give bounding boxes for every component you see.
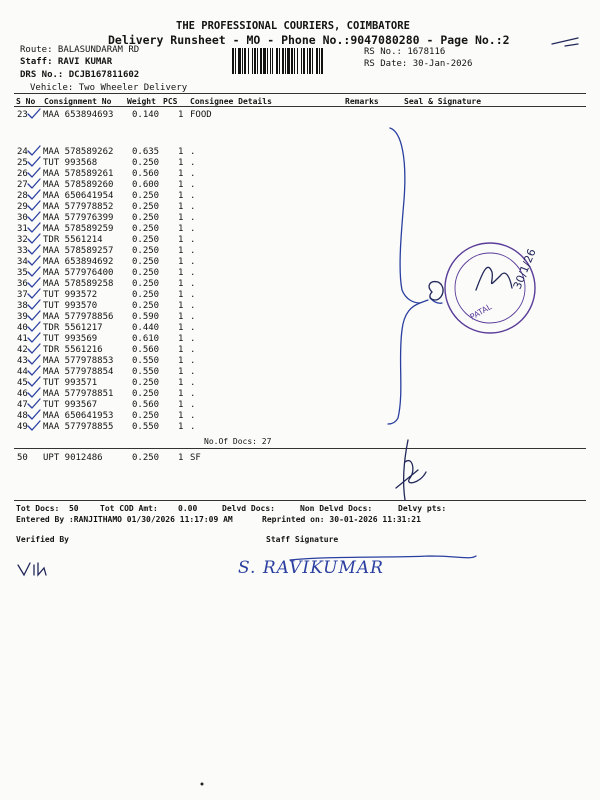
check-mark-icon	[28, 168, 40, 177]
row-weight: 0.250	[132, 279, 160, 289]
row-sno: 31	[17, 224, 28, 234]
staff-signature-label: Staff Signature	[266, 535, 339, 544]
row-pcs: 1	[178, 202, 184, 212]
row-pcs: 1	[178, 301, 184, 311]
row-details: FOOD	[190, 110, 212, 120]
row-weight: 0.250	[132, 268, 160, 278]
row-sno: 44	[17, 367, 28, 377]
row-consignment: TUT 993572	[43, 290, 98, 300]
row-consignment: MAA 577978852	[43, 202, 114, 212]
col-seal: Seal & Signature	[404, 97, 482, 106]
row-pcs: 1	[178, 389, 184, 399]
delivery-points: Delvy pts:	[398, 504, 447, 513]
row-pcs: 1	[178, 180, 184, 190]
row-sno: 48	[17, 411, 28, 421]
row-weight: 0.560	[132, 169, 160, 179]
row-sno: 45	[17, 378, 28, 388]
row-details: .	[190, 213, 196, 223]
row50-signature	[396, 440, 426, 500]
row-weight: 0.600	[132, 180, 160, 190]
row-pcs: 1	[178, 400, 184, 410]
check-mark-icon	[28, 421, 40, 430]
row-details: .	[190, 411, 196, 421]
row-weight: 0.250	[132, 389, 160, 399]
row-details: .	[190, 334, 196, 344]
row-sno: 38	[17, 301, 28, 311]
row-pcs: 1	[178, 224, 184, 234]
row-weight: 0.550	[132, 422, 160, 432]
row-sno: 33	[17, 246, 28, 256]
row-details: .	[190, 356, 196, 366]
row-details: .	[190, 279, 196, 289]
row-consignment: TUT 993567	[43, 400, 98, 410]
check-mark-icon	[28, 366, 40, 375]
row-details: .	[190, 323, 196, 333]
staff-signature: S. RAVIKUMAR	[238, 558, 384, 578]
row-details: .	[190, 147, 196, 157]
row-sno: 43	[17, 356, 28, 366]
col-weight: Weight	[127, 97, 156, 106]
row-consignment: UPT 9012486	[43, 453, 103, 463]
check-mark-icon	[28, 146, 40, 155]
row-weight: 0.250	[132, 378, 160, 388]
row-pcs: 1	[178, 312, 184, 322]
row-details: .	[190, 367, 196, 377]
row-sno: 42	[17, 345, 28, 355]
check-mark-icon	[28, 179, 40, 188]
row-weight: 0.550	[132, 367, 160, 377]
row-details: .	[190, 312, 196, 322]
row-weight: 0.590	[132, 312, 160, 322]
row-sno: 40	[17, 323, 28, 333]
row-sno: 35	[17, 268, 28, 278]
row-consignment: MAA 650641954	[43, 191, 114, 201]
row-weight: 0.250	[132, 301, 160, 311]
row-details: .	[190, 290, 196, 300]
row-sno: 24	[17, 147, 28, 157]
row-details: .	[190, 268, 196, 278]
drs-number: DRS No.: DCJB167811602	[20, 70, 140, 80]
row-pcs: 1	[178, 334, 184, 344]
row-consignment: TDR 5561214	[43, 235, 103, 245]
row-weight: 0.610	[132, 334, 160, 344]
check-mark-icon	[28, 267, 40, 276]
row-weight: 0.560	[132, 345, 160, 355]
check-mark-icon	[28, 410, 40, 419]
verified-mark	[18, 563, 46, 575]
seal-text: PATAL	[468, 302, 494, 322]
rs-number: RS No.: 1678116	[364, 47, 446, 57]
total-docs: Tot Docs: 50	[16, 504, 79, 513]
row-consignment: MAA 653894693	[43, 110, 114, 120]
check-mark-icon	[28, 190, 40, 199]
row-weight: 0.250	[132, 453, 160, 463]
check-mark-icon	[28, 322, 40, 331]
seal-scribble	[429, 282, 443, 300]
delivered-docs: Delvd Docs:	[222, 504, 275, 513]
row-weight: 0.250	[132, 158, 160, 168]
row-sno: 23	[17, 110, 28, 120]
check-mark-icon	[28, 333, 40, 342]
group-doc-count: No.Of Docs: 27	[204, 437, 272, 446]
non-delivered-docs: Non Delvd Docs:	[300, 504, 373, 513]
row-weight: 0.250	[132, 257, 160, 267]
check-mark-icon	[28, 245, 40, 254]
check-mark-icon	[28, 256, 40, 265]
row-weight: 0.250	[132, 191, 160, 201]
row-weight: 0.560	[132, 400, 160, 410]
check-mark-icon	[28, 109, 40, 118]
row-pcs: 1	[178, 367, 184, 377]
runsheet-title: Delivery Runsheet - MO - Phone No.:9047080280 - Page No.:2	[108, 33, 510, 47]
col-consignee: Consignee Details	[190, 97, 272, 106]
col-pcs: PCS	[163, 97, 178, 106]
row-details: .	[190, 180, 196, 190]
row-consignment: MAA 577978856	[43, 312, 114, 322]
check-mark-icon	[28, 201, 40, 210]
row-pcs: 1	[178, 191, 184, 201]
row-weight: 0.250	[132, 224, 160, 234]
row-weight: 0.250	[132, 213, 160, 223]
row-sno: 34	[17, 257, 28, 267]
row-sno: 36	[17, 279, 28, 289]
row-details: .	[190, 246, 196, 256]
row-pcs: 1	[178, 290, 184, 300]
check-mark-icon	[28, 157, 40, 166]
row-pcs: 1	[178, 378, 184, 388]
check-mark-icon	[28, 399, 40, 408]
check-mark-icon	[28, 234, 40, 243]
row-consignment: MAA 578589258	[43, 279, 114, 289]
row-details: .	[190, 378, 196, 388]
entered-by: Entered By :RANJITHAMO 01/30/2026 11:17:09 AM	[16, 515, 233, 524]
row-details: .	[190, 224, 196, 234]
row-weight: 0.635	[132, 147, 160, 157]
row-weight: 0.250	[132, 290, 160, 300]
check-mark-icon	[28, 355, 40, 364]
row-sno: 32	[17, 235, 28, 245]
reprinted-on: Reprinted on: 30-01-2026 11:31:21	[262, 515, 421, 524]
col-remarks: Remarks	[345, 97, 379, 106]
row-pcs: 1	[178, 169, 184, 179]
row-pcs: 1	[178, 257, 184, 267]
brace-bracket	[388, 128, 420, 424]
stray-dot	[201, 783, 204, 786]
row-weight: 0.440	[132, 323, 160, 333]
row-details: .	[190, 191, 196, 201]
row-pcs: 1	[178, 422, 184, 432]
row-consignment: MAA 650641953	[43, 411, 114, 421]
row-details: .	[190, 301, 196, 311]
corner-mark	[552, 38, 578, 46]
row-consignment: MAA 578589260	[43, 180, 114, 190]
check-mark-icon	[28, 377, 40, 386]
row-details: .	[190, 235, 196, 245]
total-cod-value: 0.00	[178, 504, 198, 513]
row-consignment: TUT 993571	[43, 378, 98, 388]
company-title: THE PROFESSIONAL COURIERS, COIMBATORE	[176, 20, 410, 32]
row-pcs: 1	[178, 279, 184, 289]
row-sno: 37	[17, 290, 28, 300]
vehicle: Vehicle: Two Wheeler Delivery	[30, 83, 188, 93]
row-pcs: 1	[178, 213, 184, 223]
row-sno: 27	[17, 180, 28, 190]
row-consignment: MAA 578589262	[43, 147, 114, 157]
col-sno: S No	[16, 97, 36, 106]
row-sno: 50	[17, 453, 28, 463]
row-weight: 0.250	[132, 202, 160, 212]
row-consignment: MAA 578589259	[43, 224, 114, 234]
check-mark-icon	[28, 289, 40, 298]
row-pcs: 1	[178, 235, 184, 245]
check-mark-icon	[28, 223, 40, 232]
row-consignment: TUT 993568	[43, 158, 98, 168]
row-consignment: TUT 993570	[43, 301, 98, 311]
row-pcs: 1	[178, 158, 184, 168]
seal-signature	[476, 267, 512, 290]
row-sno: 46	[17, 389, 28, 399]
row-pcs: 1	[178, 246, 184, 256]
row-details: .	[190, 158, 196, 168]
row-details: .	[190, 257, 196, 267]
row-sno: 26	[17, 169, 28, 179]
row-pcs: 1	[178, 356, 184, 366]
row-weight: 0.140	[132, 110, 160, 120]
staff: Staff: RAVI KUMAR	[20, 57, 113, 67]
row-details: .	[190, 389, 196, 399]
row-details: .	[190, 422, 196, 432]
seal-date: 30/1/26	[510, 246, 539, 292]
row-sno: 41	[17, 334, 28, 344]
row-pcs: 1	[178, 323, 184, 333]
row-pcs: 1	[178, 453, 184, 463]
row-pcs: 1	[178, 268, 184, 278]
row-consignment: MAA 577978853	[43, 356, 114, 366]
row-weight: 0.250	[132, 246, 160, 256]
row-consignment: MAA 577976399	[43, 213, 114, 223]
row-weight: 0.550	[132, 356, 160, 366]
row-details: .	[190, 400, 196, 410]
row-details: .	[190, 345, 196, 355]
route: Route: BALASUNDARAM RD	[20, 45, 140, 55]
row-sno: 49	[17, 422, 28, 432]
verified-by-label: Verified By	[16, 535, 69, 544]
row-consignment: MAA 578589257	[43, 246, 114, 256]
row-pcs: 1	[178, 147, 184, 157]
row-consignment: MAA 653894692	[43, 257, 114, 267]
row-sno: 28	[17, 191, 28, 201]
row-sno: 30	[17, 213, 28, 223]
row-consignment: TUT 993569	[43, 334, 98, 344]
row-consignment: MAA 577976400	[43, 268, 114, 278]
verified-mark-text: VIK	[0, 0, 2, 1]
check-mark-icon	[28, 300, 40, 309]
row-weight: 0.250	[132, 411, 160, 421]
rs-date: RS Date: 30-Jan-2026	[364, 59, 473, 69]
check-mark-icon	[28, 388, 40, 397]
row-pcs: 1	[178, 110, 184, 120]
row-pcs: 1	[178, 345, 184, 355]
row-sno: 39	[17, 312, 28, 322]
row-details: .	[190, 202, 196, 212]
row-details: .	[190, 169, 196, 179]
row-sno: 25	[17, 158, 28, 168]
row-weight: 0.250	[132, 235, 160, 245]
check-mark-icon	[28, 278, 40, 287]
row-consignment: MAA 577978855	[43, 422, 114, 432]
row-consignment: TDR 5561216	[43, 345, 103, 355]
row-consignment: TDR 5561217	[43, 323, 103, 333]
check-mark-icon	[28, 344, 40, 353]
check-mark-icon	[28, 311, 40, 320]
total-cod-label: Tot COD Amt:	[100, 504, 158, 513]
row-sno: 47	[17, 400, 28, 410]
row-details: SF	[190, 453, 201, 463]
row-pcs: 1	[178, 411, 184, 421]
row-consignment: MAA 577978854	[43, 367, 114, 377]
row-consignment: MAA 577978851	[43, 389, 114, 399]
check-mark-icon	[28, 212, 40, 221]
row-consignment: MAA 578589261	[43, 169, 114, 179]
col-consignment: Consignment No	[44, 97, 112, 106]
check-marks	[28, 109, 40, 430]
row-sno: 29	[17, 202, 28, 212]
